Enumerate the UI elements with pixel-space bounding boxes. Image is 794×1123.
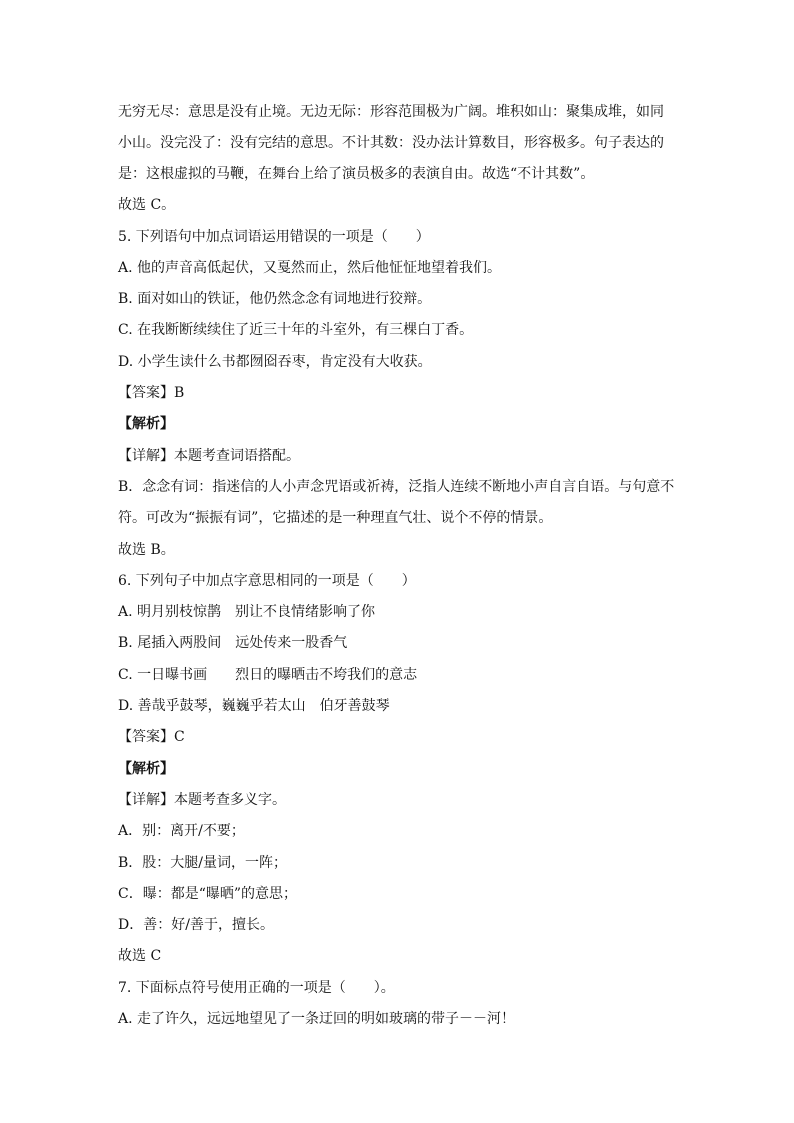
- question-5-option-c: C. 在我断断续续住了近三十年的斗室外，有三棵白丁香。: [118, 322, 474, 338]
- explanation-line: 符。可改为“振振有词”，它描述的是一种理直气壮、说个不停的情景。: [118, 510, 553, 526]
- explanation-line: A．别：离开/不要；: [118, 823, 245, 839]
- question-7-stem: 7. 下面标点符号使用正确的一项是（ ）。: [118, 980, 395, 996]
- explanation-line: B．股：大腿/量词，一阵；: [118, 855, 288, 871]
- explanation-line: B．念念有词：指迷信的人小声念咒语或祈祷，泛指人连续不断地小声自言自语。与句意不: [118, 479, 675, 495]
- question-5-option-b: B. 面对如山的铁证，他仍然念念有词地进行狡辩。: [118, 291, 432, 307]
- answer-label: 【答案】C: [118, 729, 185, 745]
- question-7-option-a: A. 走了许久，远远地望见了一条迂回的明如玻璃的带子－－河！: [118, 1011, 516, 1027]
- analysis-label: 【解析】: [118, 761, 174, 777]
- detail-line: 【详解】本题考查词语搭配。: [118, 448, 300, 464]
- conclusion-line: 故选 B。: [118, 542, 175, 558]
- question-6-stem: 6. 下列句子中加点字意思相同的一项是（ ）: [118, 573, 416, 589]
- question-5-option-d: D. 小学生读什么书都囫囵吞枣，肯定没有大收获。: [118, 354, 432, 370]
- answer-label: 【答案】B: [118, 385, 185, 401]
- question-5-stem: 5. 下列语句中加点词语运用错误的一项是（ ）: [118, 229, 430, 245]
- explanation-line: 是：这根虚拟的马鞭，在舞台上给了演员极多的表演自由。故选“不计其数”。: [118, 166, 595, 182]
- question-5-option-a: A. 他的声音高低起伏，又戛然而止，然后他怔怔地望着我们。: [118, 260, 502, 276]
- explanation-line: 小山。没完没了：没有完结的意思。不计其数：没办法计算数目，形容极多。句子表达的: [118, 135, 664, 151]
- question-6-option-a: A. 明月别枝惊鹊 别让不良情绪影响了你: [118, 604, 376, 620]
- explanation-line: C．曝：都是“曝晒”的意思；: [118, 886, 298, 902]
- question-6-option-b: B. 尾插入两股间 远处传来一股香气: [118, 635, 348, 651]
- explanation-line: 无穷无尽：意思是没有止境。无边无际：形容范围极为广阔。堆积如山：聚集成堆，如同: [118, 104, 664, 120]
- conclusion-line: 故选 C: [118, 948, 162, 964]
- question-6-option-c: C. 一日曝书画 烈日的曝晒击不垮我们的意志: [118, 667, 418, 683]
- conclusion-line: 故选 C。: [118, 197, 176, 213]
- explanation-line: D．善：好/善于，擅长。: [118, 917, 274, 933]
- question-6-option-d: D. 善哉乎鼓琴，巍巍乎若太山 伯牙善鼓琴: [118, 698, 390, 714]
- analysis-label: 【解析】: [118, 416, 174, 432]
- detail-line: 【详解】本题考查多义字。: [118, 792, 286, 808]
